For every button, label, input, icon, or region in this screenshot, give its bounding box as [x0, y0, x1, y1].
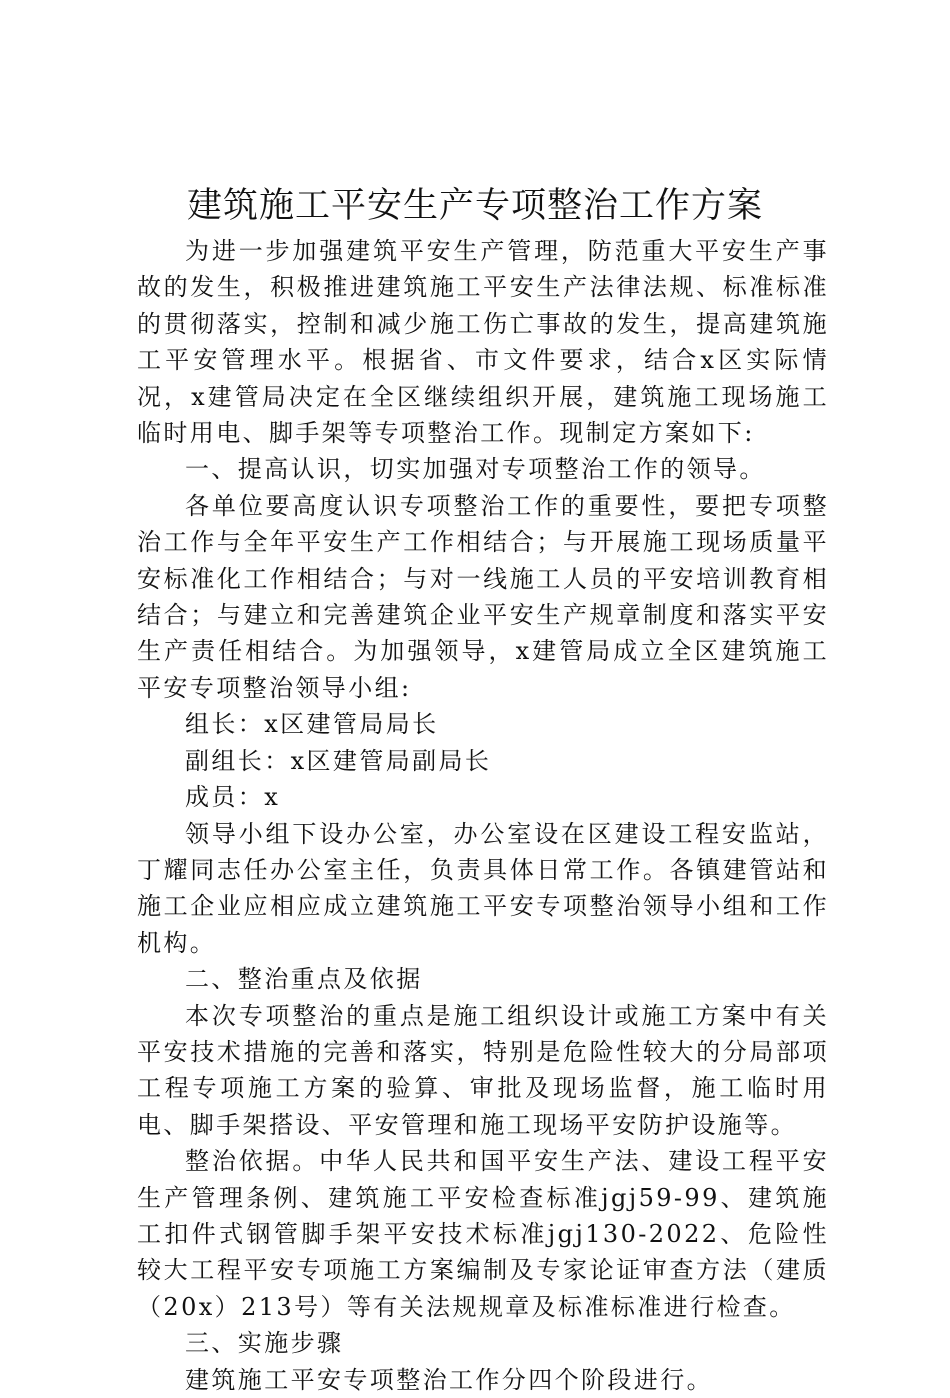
deputy-leader-line: 副组长：x区建管局副局长 [185, 746, 492, 775]
leader-line: 组长：x区建管局局长 [185, 710, 439, 739]
section-heading-1: 一、提高认识，切实加强对专项整治工作的领导。 [185, 455, 766, 484]
document-body [137, 233, 829, 1398]
members-line: 成员：x [185, 783, 281, 812]
key-points-paragraph: 本次专项整治的重点是施工组织设计或施工方案中有关平安技术措施的完善和落实，特别是危险性较大的分局部项工程专项施工方案的验算、审批及现场监督，施工临时用电、脚手架搭设、平安管理和施工现场平安防护设施等。 [137, 1001, 829, 1139]
document-title: 建筑施工平安生产专项整治工作方案 [186, 186, 763, 226]
basis-paragraph: 整治依据。中华人民共和国平安生产法、建设工程平安生产管理条例、建筑施工平安检查标准jgj59-99、建筑施工扣件式钢管脚手架平安技术标准jgj130-2022、危险性较大工程平安专项施工方案编制及专家论证审查方法（建质（20x）213号）等有关法规规章及标准标准进行检查。 [137, 1147, 829, 1321]
section-heading-3: 三、实施步骤 [185, 1329, 344, 1358]
section-heading-2: 二、整治重点及依据 [185, 965, 423, 994]
intro-paragraph: 为进一步加强建筑平安生产管理，防范重大平安生产事故的发生，积极推进建筑施工平安生产法律法规、标准标准的贯彻落实，控制和减少施工伤亡事故的发生，提高建筑施工平安管理水平。根据省、市文件要求，结合x区实际情况，x建管局决定在全区继续组织开展，建筑施工现场施工临时用电、脚手架等专项整治工作。现制定方案如下: [137, 237, 829, 448]
office-paragraph: 领导小组下设办公室，办公室设在区建设工程安监站，丁耀同志任办公室主任，负责具体日常工作。各镇建管站和施工企业应相应成立建筑施工平安专项整治领导小组和工作机构。 [137, 819, 829, 957]
steps-paragraph: 建筑施工平安专项整治工作分四个阶段进行。 [185, 1365, 713, 1394]
section-1-paragraph: 各单位要高度认识专项整治工作的重要性，要把专项整治工作与全年平安生产工作相结合；与开展施工现场质量平安标准化工作相结合；与对一线施工人员的平安培训教育相结合；与建立和完善建筑企业平安生产规章制度和落实平安生产责任相结合。为加强领导，x建管局成立全区建筑施工平安专项整治领导小组: [137, 491, 829, 702]
